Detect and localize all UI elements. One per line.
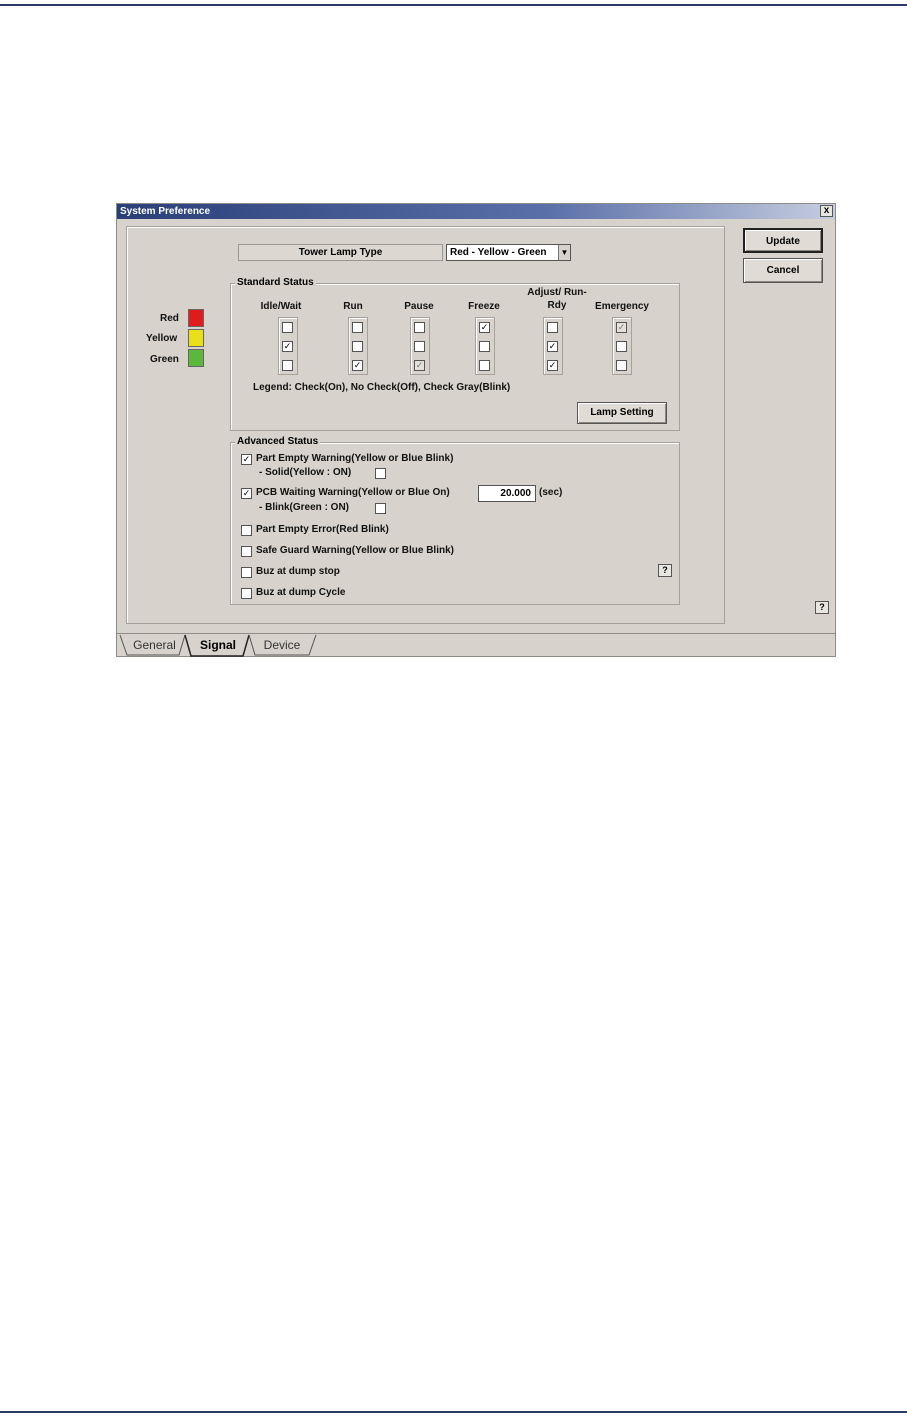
pcb-wait-time-input[interactable]: 20.000 — [478, 485, 536, 502]
update-button[interactable]: Update — [743, 228, 823, 253]
advanced-checkbox[interactable] — [241, 525, 252, 536]
status-checkbox[interactable]: ✓ — [353, 360, 362, 370]
cancel-button[interactable]: Cancel — [743, 258, 823, 283]
lamp-label-yellow: Yellow — [146, 333, 178, 344]
tower-lamp-type-label: Tower Lamp Type — [238, 244, 443, 261]
status-column-label: Freeze — [468, 301, 500, 312]
system-preference-window — [116, 203, 836, 657]
status-column-label: Adjust/ Run-Rdy — [527, 287, 587, 311]
lamp-label-green: Green — [150, 354, 179, 365]
advanced-item-label: Buz at dump Cycle — [256, 587, 346, 598]
advanced-item-label: Part Empty Error(Red Blink) — [256, 524, 389, 535]
legend-text: Legend: Check(On), No Check(Off), Check Gray(Blink) — [253, 382, 511, 393]
tab-general[interactable]: General — [133, 638, 176, 652]
help-icon-advanced[interactable]: ? — [658, 564, 672, 577]
advanced-status-title: Advanced Status — [237, 436, 319, 447]
status-checkbox[interactable]: ✓ — [548, 360, 557, 370]
lamp-green — [188, 349, 204, 367]
tab-device[interactable]: Device — [263, 638, 301, 652]
advanced-checkbox[interactable] — [375, 503, 386, 514]
status-checkbox[interactable] — [479, 360, 490, 371]
status-column-label: Emergency — [595, 301, 649, 312]
standard-status-title: Standard Status — [237, 277, 314, 288]
close-button[interactable]: x — [820, 205, 833, 217]
status-checkbox[interactable] — [479, 341, 490, 352]
advanced-checkbox[interactable] — [241, 567, 252, 578]
status-checkbox[interactable] — [282, 322, 293, 333]
status-column-label: Idle/Wait — [260, 301, 302, 312]
lamp-yellow — [188, 329, 204, 347]
advanced-item-label: PCB Waiting Warning(Yellow or Blue On) — [256, 487, 450, 498]
advanced-checkbox[interactable] — [241, 588, 252, 599]
status-checkbox[interactable] — [352, 341, 363, 352]
status-checkbox[interactable] — [616, 360, 627, 371]
tab-signal[interactable]: Signal — [199, 638, 236, 652]
page-top-rule — [0, 4, 907, 6]
lamp-label-red: Red — [160, 313, 179, 324]
tower-lamp-type-value: Red - Yellow - Green — [450, 247, 547, 258]
title-bar — [117, 204, 835, 219]
advanced-item-label: - Blink(Green : ON) — [259, 502, 350, 513]
help-icon-window[interactable]: ? — [815, 601, 829, 614]
advanced-checkbox[interactable]: ✓ — [242, 454, 251, 464]
advanced-item-label: Safe Guard Warning(Yellow or Blue Blink) — [256, 545, 454, 556]
status-column-label: Run — [343, 301, 363, 312]
status-checkbox[interactable]: ✓ — [283, 341, 292, 351]
status-checkbox[interactable]: ✓ — [548, 341, 557, 351]
tab-bar — [117, 633, 835, 656]
advanced-checkbox[interactable] — [375, 468, 386, 479]
status-checkbox[interactable] — [414, 341, 425, 352]
status-checkbox[interactable] — [282, 360, 293, 371]
advanced-item-label: Part Empty Warning(Yellow or Blue Blink) — [256, 453, 454, 464]
status-checkbox[interactable] — [352, 322, 363, 333]
status-checkbox[interactable]: ✓ — [415, 360, 424, 370]
advanced-checkbox[interactable] — [241, 546, 252, 557]
status-checkbox[interactable] — [547, 322, 558, 333]
tower-lamp-type-select[interactable] — [446, 244, 571, 261]
page-bottom-rule — [0, 1411, 907, 1413]
status-checkbox[interactable] — [616, 341, 627, 352]
status-checkbox[interactable]: ✓ — [480, 322, 489, 332]
advanced-item-label: Buz at dump stop — [256, 566, 340, 577]
status-checkbox[interactable] — [414, 322, 425, 333]
lamp-setting-button[interactable]: Lamp Setting — [577, 402, 667, 424]
advanced-item-label: - Solid(Yellow : ON) — [259, 467, 352, 478]
window-title: System Preference — [120, 206, 211, 217]
status-column-label: Pause — [404, 301, 434, 312]
status-checkbox[interactable]: ✓ — [617, 322, 626, 332]
chevron-down-icon[interactable]: ▼ — [558, 245, 570, 260]
pcb-wait-time-unit: (sec) — [539, 487, 563, 498]
advanced-checkbox[interactable]: ✓ — [242, 488, 251, 498]
lamp-red — [188, 309, 204, 327]
